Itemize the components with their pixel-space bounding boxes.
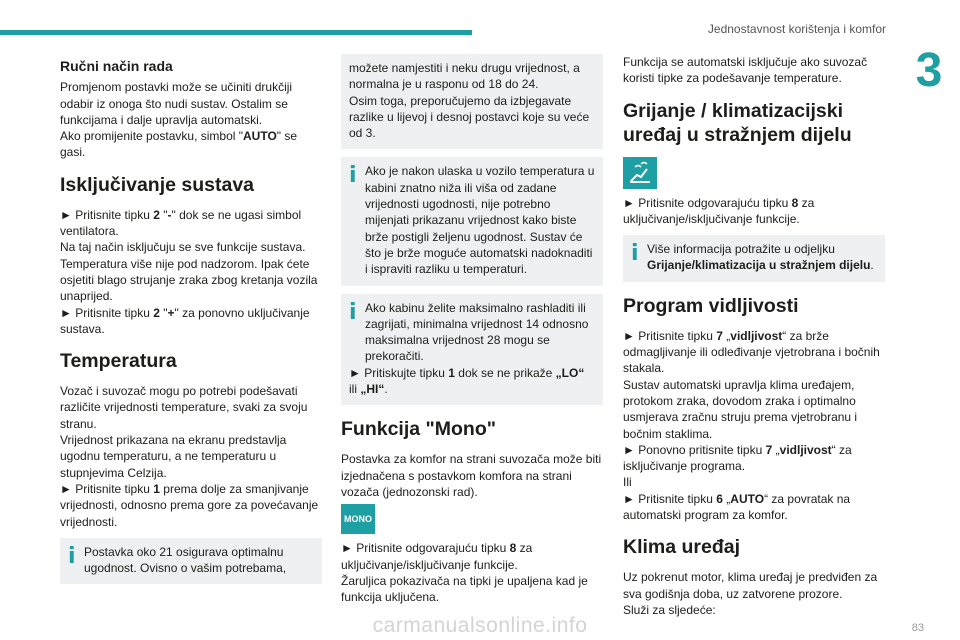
mono-text-2: Žaruljica pokazivača na tipki je upaljena kad je funkcija uključena. (341, 573, 588, 605)
column-1 (60, 54, 322, 592)
mono-auto-off-text: Funkcija se automatski isključuje ako suvozač koristi tipke za podešavanje temperature. (623, 55, 868, 86)
info-text: možete namjestiti i neku drugu vrijednost, a normalna je u rasponu od 18 do 24. (349, 61, 580, 92)
rear-climate-heading: Grijanje / klimatizacijski uređaj u stražnjem dijelu (623, 99, 852, 146)
ac-text-2: Služi za sljedeće: (623, 602, 716, 617)
visibility-step-3: ► Pritisnite tipku 6 „AUTO“ za povratak na automatski program za komfor. (623, 491, 851, 523)
temperature-text-2: Vrijednost prikazana na ekranu predstavlja ugodnu temperaturu, a ne temperaturu u stupnjevima Celzija. (60, 433, 287, 480)
mono-step: ► Pritisnite odgovarajuću tipku 8 za uključivanje/isključivanje funkcije. (341, 541, 533, 572)
temperature-heading: Temperatura (60, 350, 177, 373)
system-off-step-1: ► Pritisnite tipku 2 "-" dok se ne ugasi simbol ventilatora. (60, 207, 302, 239)
info-box-temperature-cont (341, 54, 603, 149)
temperature-text-1: Vozač i suvozač mogu po potrebi podešavati različite vrijednosti temperature, svaki za svoju stranu. (60, 384, 308, 431)
visibility-step-1: ► Pritisnite tipku 7 „vidljivost“ za brže odmagljivanje ili odleđivanje vjetrobrana i bočnih stakala. (623, 328, 880, 376)
watermark: carmanualsonline.info (372, 614, 588, 637)
info-box-comfort (341, 157, 603, 285)
manual-mode-text-2: Ako promijenite postavku, simbol "AUTO" se gasi. (60, 129, 298, 160)
manual-mode-heading: Ručni način rada (60, 58, 173, 74)
rear-climate-step: ► Pritisnite odgovarajuću tipku 8 za uključivanje/isključivanje funkcije. (623, 195, 815, 226)
visibility-or: Ili (623, 475, 632, 490)
visibility-step-2: ► Ponovno pritisnite tipku 7 „vidljivost“ za isključivanje programa. (623, 442, 852, 474)
info-text: Osim toga, preporučujemo da izbjegavate razlike u lijevoj i desnoj postavci koje su veće od 3. (349, 93, 590, 141)
info-icon: i (68, 543, 76, 569)
header-accent-bar (0, 30, 472, 35)
info-text: Ako kabinu želite maksimalno rashladiti ili zagrijati, minimalna vrijednost 14 odnosno maksimalna vrijednost 28 mogu se prekoračiti. (365, 300, 589, 364)
running-header: Jednostavnost korištenja i komfor (707, 22, 886, 36)
page-number: 83 (911, 622, 924, 634)
info-icon: i (349, 163, 357, 189)
column-2 (341, 54, 603, 605)
system-off-text-1: Na taj način isključuju se sve funkcije sustava. (60, 240, 306, 255)
ac-text-1: Uz pokrenut motor, klima uređaj je predviđen za sva godišnja doba, uz zatvorene prozore. (623, 570, 878, 601)
chapter-number: 3 (898, 42, 960, 100)
mono-icon: MONO (341, 504, 375, 534)
visibility-heading: Program vidljivosti (623, 294, 799, 317)
info-text: Ako je nakon ulaska u vozilo temperatura u kabini znatno niža ili viša od zadane vrijednosti ugodnosti, nije potrebno mijenjati prikazanu vrijednost kako biste brže postigli željenu ugodnost. Sustav će što je brže moguće automatski nadoknaditi i ispraviti razliku u temperaturi. (365, 164, 595, 277)
info-text: Postavka oko 21 osigurava optimalnu ugodnost. Ovisno o vašim potrebama, (84, 544, 287, 576)
manual-mode-text: Promjenom postavki može se učiniti drukčiji odabir iz onoga što nudi sustav. Ostalim se funkcijama i dalje upravlja automatski. (60, 80, 293, 127)
info-icon: i (349, 299, 357, 325)
ac-heading: Klima uređaj (623, 536, 741, 559)
rear-climate-icon (623, 157, 657, 189)
system-off-heading: Isključivanje sustava (60, 173, 255, 196)
temperature-step: ► Pritisnite tipku 1 prema dolje za smanjivanje vrijednosti, odnosno prema gore za povećavanje vrijednosti. (60, 481, 319, 529)
info-box-lo-hi (341, 294, 603, 406)
info-box-temperature (60, 538, 322, 585)
info-box-rear (623, 235, 885, 282)
system-off-step-2: ► Pritisnite tipku 2 "+" za ponovno uključivanje sustava. (60, 305, 310, 336)
system-off-text-2: Temperatura više nije pod nadzorom. Ipak ćete osjetiti blago strujanje zraka zbog kretanja vozila unaprijed. (60, 256, 318, 304)
mono-heading: Funkcija "Mono" (341, 418, 496, 441)
info-icon: i (631, 241, 639, 267)
visibility-text: Sustav automatski upravlja klima uređajem, protokom zraka, dovodom zraka i optimalno usmjerava zračnu struju prema vjetrobranu i bočnim staklima. (623, 377, 858, 441)
info-step: ► Pritiskujte tipku 1 dok se ne prikaže „LO“ ili „HI“. (349, 365, 585, 397)
mono-text-1: Postavka za komfor na strani suvozača može biti izjednačena s postavkom komfora na strani vozača (jednozonski rad). (341, 452, 602, 499)
column-3 (623, 54, 885, 618)
info-text: Više informacija potražite u odjeljku Grijanje/klimatizacija u stražnjem dijelu. (647, 242, 874, 273)
